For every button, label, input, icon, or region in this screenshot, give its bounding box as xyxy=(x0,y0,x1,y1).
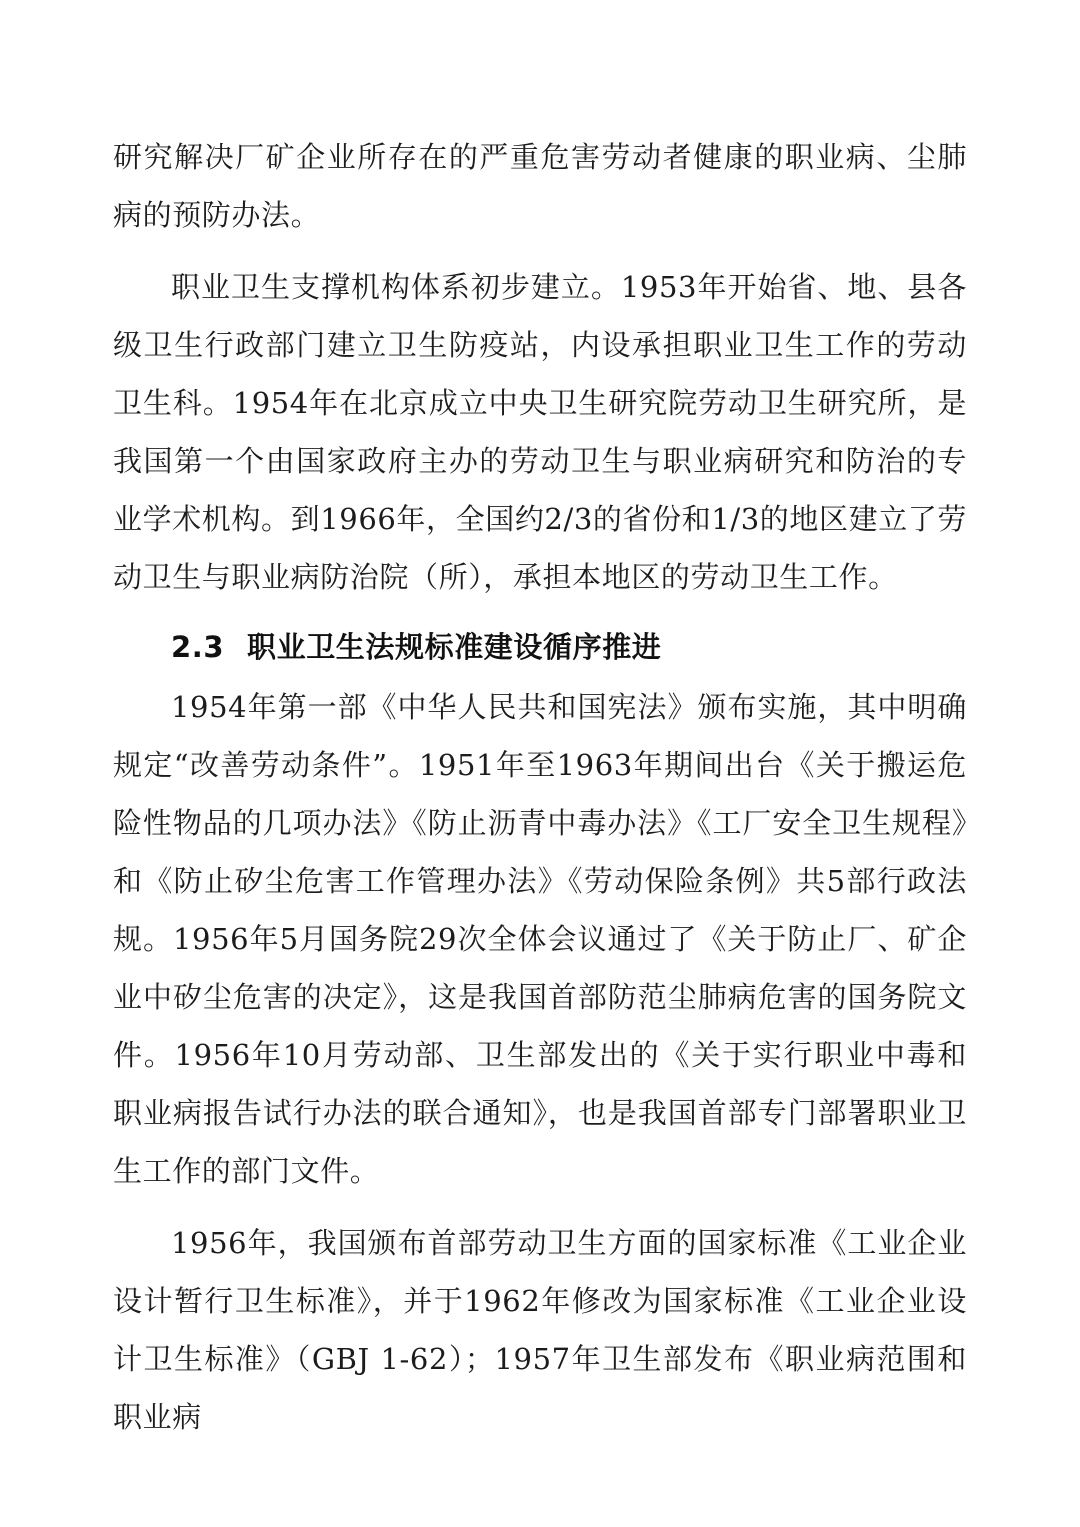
paragraph-standards: 1956年，我国颁布首部劳动卫生方面的国家标准《工业企业设计暂行卫生标准》，并于1962年修改为国家标准《工业企业设计卫生标准》（GBJ 1-62）；1957年卫生部发布《职业病范围和职业病 xyxy=(113,1226,967,1434)
section-heading xyxy=(113,618,967,676)
paragraph-regulations: 1954年第一部《中华人民共和国宪法》颁布实施，其中明确规定“改善劳动条件”。1951年至1963年期间出台《关于搬运危险性物品的几项办法》《防止沥青中毒办法》《工厂安全卫生规程》和《防止矽尘危害工作管理办法》《劳动保险条例》共5部行政法规。1956年5月国务院29次全体会议通过了《关于防止厂、矿企业中矽尘危害的决定》，这是我国首部防范尘肺病危害的国务院文件。1956年10月劳动部、卫生部发出的《关于实行职业中毒和职业病报告试行办法的联合通知》，也是我国首部专门部署职业卫生工作的部门文件。 xyxy=(113,690,967,1188)
section-title: 职业卫生法规标准建设循序推进 xyxy=(247,630,662,664)
document-body xyxy=(113,128,967,1446)
section-number: 2.3 xyxy=(171,630,225,664)
paragraph-support-institutions: 职业卫生支撑机构体系初步建立。1953年开始省、地、县各级卫生行政部门建立卫生防疫站，内设承担职业卫生工作的劳动卫生科。1954年在北京成立中央卫生研究院劳动卫生研究所，是我国第一个由国家政府主办的劳动卫生与职业病研究和防治的专业学术机构。到1966年，全国约2/3的省份和1/3的地区建立了劳动卫生与职业病防治院（所），承担本地区的劳动卫生工作。 xyxy=(113,270,967,594)
paragraph-continued: 研究解决厂矿企业所存在的严重危害劳动者健康的职业病、尘肺病的预防办法。 xyxy=(113,140,967,232)
